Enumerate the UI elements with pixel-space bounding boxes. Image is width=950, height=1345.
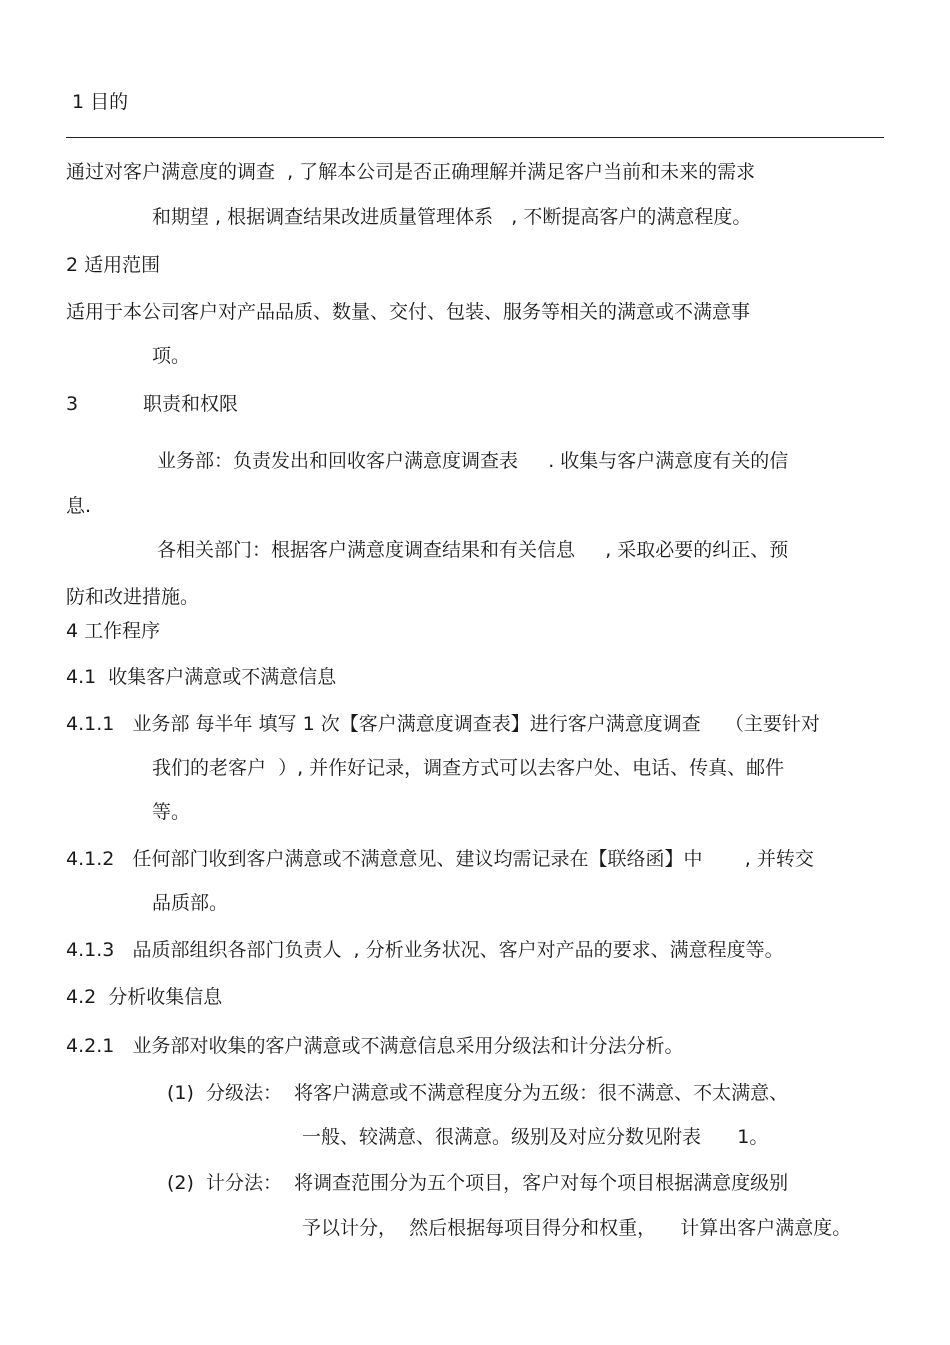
item-4-1-2-line-2: 品质部。	[152, 892, 229, 914]
item-4-1-1-line-2: 我们的老客户 ）, 并作好记录，调查方式可以去客户处、电话、传真、邮件	[152, 757, 785, 779]
section-3-title: 职责和权限	[143, 393, 239, 415]
item-4-1-2-line-1: 4.1.2 任何部门收到客户满意或不满意意见、建议均需记录在【联络函】中 , 并转交	[66, 848, 814, 870]
method-1-line-2: 一般、较满意、很满意。级别及对应分数见附表 1。	[302, 1126, 769, 1148]
section-4-heading: 4 工作程序	[66, 620, 161, 642]
section-3-paragraph-1-line-1: 业务部：负责发出和回收客户满意度调查表 . 收集与客户满意度有关的信	[157, 450, 789, 472]
item-4-1-1-line-3: 等。	[152, 801, 191, 823]
section-3-number: 3	[66, 393, 79, 415]
section-4-2-heading: 4.2 分析收集信息	[66, 986, 223, 1008]
section-2-paragraph-line-2: 项。	[152, 345, 191, 367]
item-4-2-1: 4.2.1 业务部对收集的客户满意或不满意信息采用分级法和计分法分析。	[66, 1035, 684, 1057]
section-1-paragraph-line-1: 通过对客户满意度的调查 , 了解本公司是否正确理解并满足客户当前和未来的需求	[66, 161, 756, 183]
section-3-paragraph-2-line-2: 防和改进措施。	[66, 586, 200, 608]
item-4-1-1-line-1: 4.1.1 业务部 每半年 填写 1 次【客户满意度调查表】进行客户满意度调查 （主要针对	[66, 713, 820, 735]
section-3-paragraph-2-line-1: 各相关部门：根据客户满意度调查结果和有关信息 , 采取必要的纠正、预	[157, 539, 789, 561]
section-3-paragraph-1-line-2: 息.	[66, 495, 92, 517]
section-2-heading: 2 适用范围	[66, 254, 161, 276]
section-4-1-heading: 4.1 收集客户满意或不满意信息	[66, 666, 337, 688]
method-2-line-2: 予以计分， 然后根据每项目得分和权重， 计算出客户满意度。	[302, 1217, 852, 1239]
section-2-paragraph-line-1: 适用于本公司客户对产品品质、数量、交付、包装、服务等相关的满意或不满意事	[66, 301, 751, 323]
section-1-paragraph-line-2: 和期望 , 根据调查结果改进质量管理体系 , 不断提高客户的满意程度。	[152, 206, 752, 228]
method-1-line-1: (1) 分级法： 将客户满意或不满意程度分为五级：很不满意、不太满意、	[167, 1082, 789, 1104]
item-4-1-3: 4.1.3 品质部组织各部门负责人 , 分析业务状况、客户对产品的要求、满意程度等。	[66, 939, 784, 961]
method-2-line-1: (2) 计分法： 将调查范围分为五个项目，客户对每个项目根据满意度级别	[167, 1172, 789, 1194]
heading-divider	[66, 137, 884, 138]
section-1-heading: 1 目的	[72, 91, 129, 113]
